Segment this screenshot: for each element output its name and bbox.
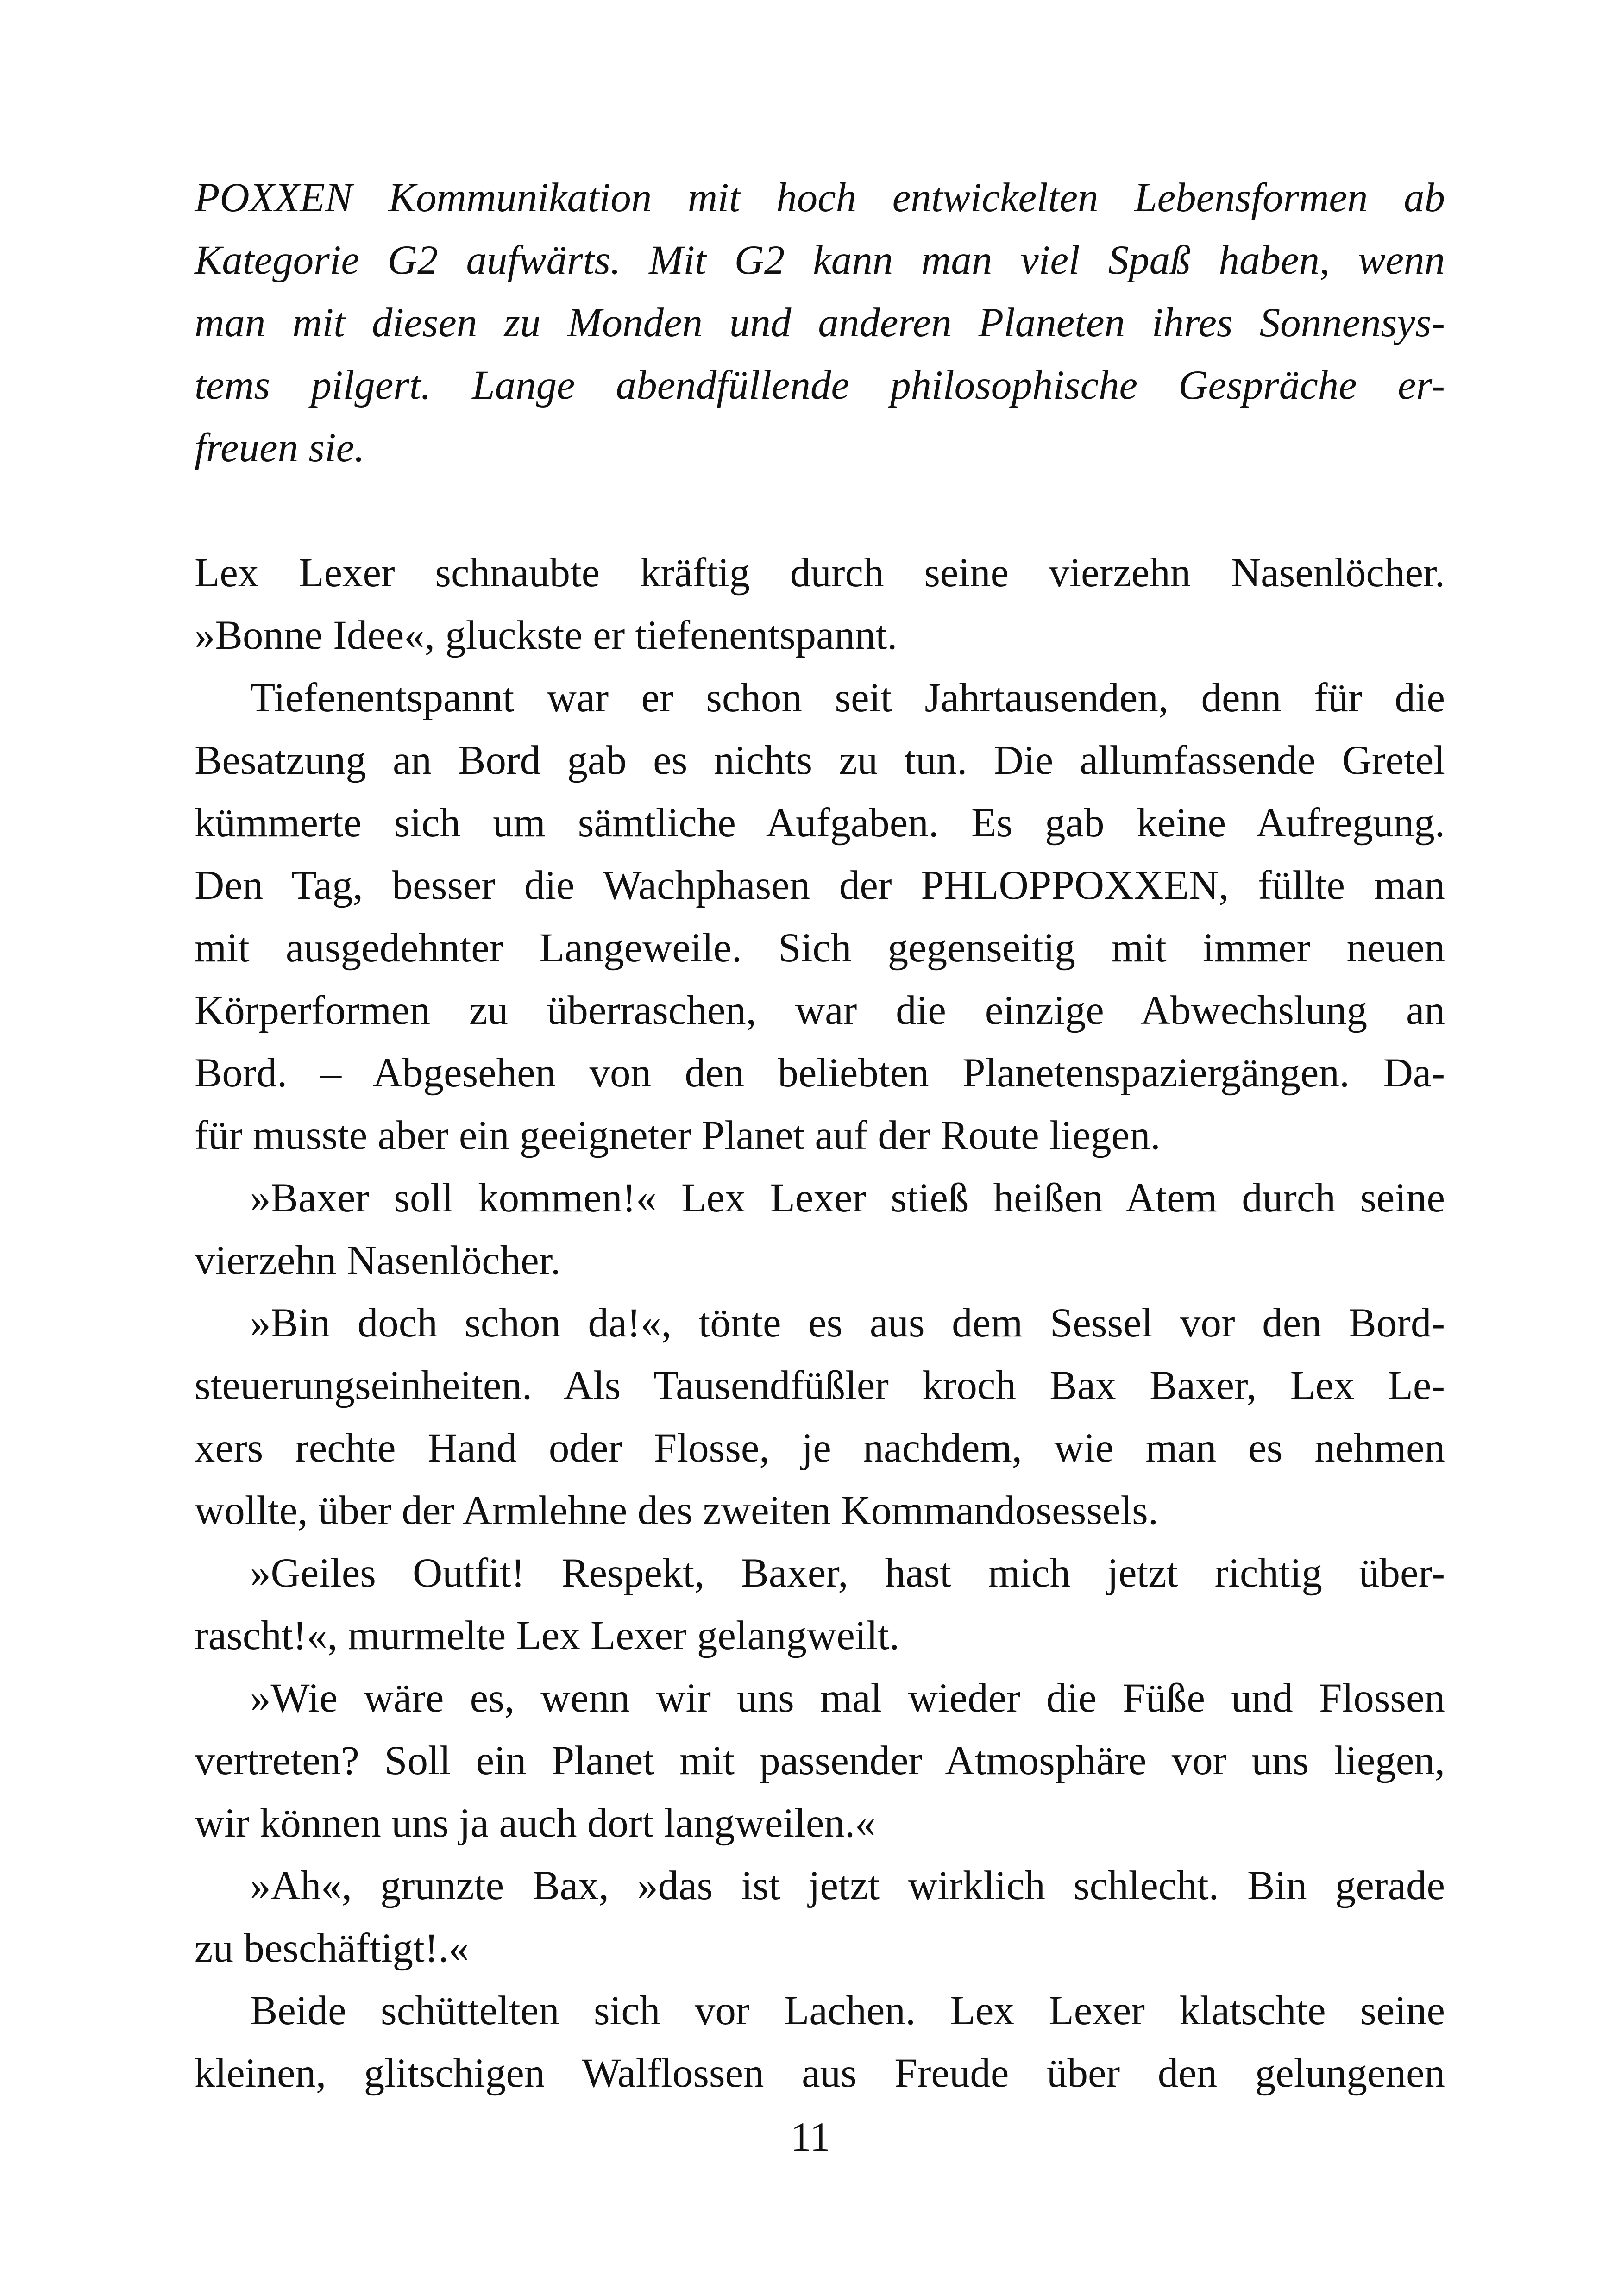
text-line: rascht!«, murmelte Lex Lexer gelangweilt. bbox=[195, 1613, 900, 1658]
text-line: freuen sie. bbox=[195, 425, 365, 470]
text-line: steuerungseinheiten. Als Tausendfüßler kroch Bax Baxer, Lex Le- bbox=[195, 1363, 1445, 1408]
body-text bbox=[195, 542, 1445, 2105]
text-line: wollte, über der Armlehne des zweiten Kommandosessels. bbox=[195, 1488, 1159, 1533]
text-line: POXXEN Kommunikation mit hoch entwickelten Lebensformen ab bbox=[195, 175, 1445, 220]
text-line: Kategorie G2 aufwärts. Mit G2 kann man viel Spaß haben, wenn bbox=[195, 238, 1445, 283]
text-line: Körperformen zu überraschen, war die einzige Abwechslung an bbox=[195, 988, 1445, 1033]
text-line: Besatzung an Bord gab es nichts zu tun. Die allumfassende Gretel bbox=[195, 738, 1445, 783]
text-line: vierzehn Nasenlöcher. bbox=[195, 1238, 561, 1283]
book-page bbox=[195, 167, 1445, 2105]
text-line: kümmerte sich um sämtliche Aufgaben. Es gab keine Aufregung. bbox=[195, 800, 1445, 846]
text-line: wir können uns ja auch dort langweilen.« bbox=[195, 1800, 876, 1846]
italic-paragraph bbox=[195, 167, 1445, 479]
text-line: man mit diesen zu Monden und anderen Planeten ihres Sonnensys- bbox=[195, 300, 1445, 345]
text-line: »Ah«, grunzte Bax, »das ist jetzt wirklich schlecht. Bin gerade bbox=[250, 1863, 1445, 1908]
text-line: Tiefenentspannt war er schon seit Jahrtausenden, denn für die bbox=[250, 675, 1445, 721]
text-line: »Bonne Idee«, gluckste er tiefenentspannt. bbox=[195, 613, 898, 658]
page-number: 11 bbox=[791, 2114, 830, 2160]
text-line: Bord. – Abgesehen von den beliebten Planetenspaziergängen. Da- bbox=[195, 1050, 1445, 1096]
text-line: kleinen, glitschigen Walflossen aus Freude über den gelungenen bbox=[195, 2051, 1445, 2096]
text-line: zu beschäftigt!.« bbox=[195, 1926, 470, 1971]
text-line: tems pilgert. Lange abendfüllende philosophische Gespräche er- bbox=[195, 363, 1445, 408]
text-line: mit ausgedehnter Langeweile. Sich gegenseitig mit immer neuen bbox=[195, 925, 1445, 971]
text-line: Beide schüttelten sich vor Lachen. Lex Lexer klatschte seine bbox=[250, 1988, 1445, 2033]
text-line: Den Tag, besser die Wachphasen der PHLOPPOXXEN, füllte man bbox=[195, 863, 1445, 908]
text-line: »Geiles Outfit! Respekt, Baxer, hast mich jetzt richtig über- bbox=[250, 1550, 1445, 1596]
text-line: für musste aber ein geeigneter Planet auf der Route liegen. bbox=[195, 1113, 1161, 1158]
paragraph-gap bbox=[195, 479, 1445, 542]
text-line: xers rechte Hand oder Flosse, je nachdem, wie man es nehmen bbox=[195, 1425, 1445, 1471]
text-line: Lex Lexer schnaubte kräftig durch seine vierzehn Nasenlöcher. bbox=[195, 550, 1445, 596]
text-line: »Baxer soll kommen!« Lex Lexer stieß heißen Atem durch seine bbox=[250, 1175, 1445, 1221]
text-line: »Wie wäre es, wenn wir uns mal wieder die Füße und Flossen bbox=[250, 1675, 1445, 1721]
text-line: »Bin doch schon da!«, tönte es aus dem Sessel vor den Bord- bbox=[250, 1300, 1445, 1346]
text-line: vertreten? Soll ein Planet mit passender Atmosphäre vor uns liegen, bbox=[195, 1738, 1445, 1783]
